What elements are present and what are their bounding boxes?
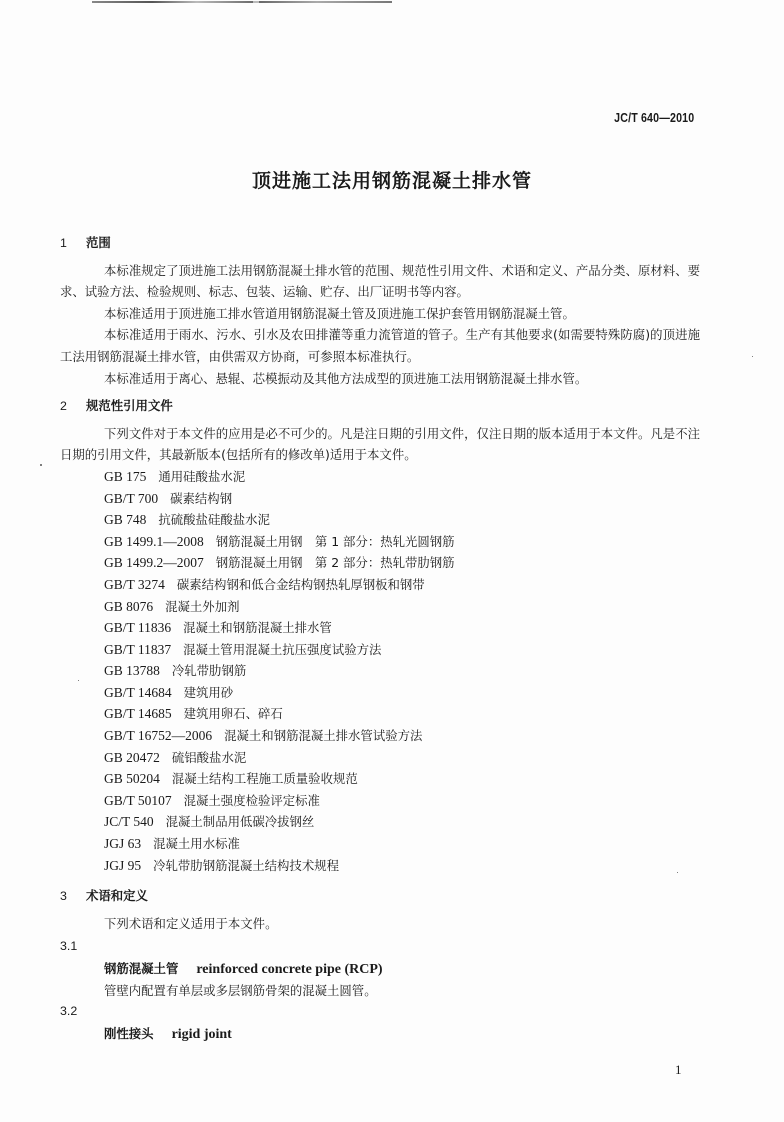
section-number: 3 [60,889,67,904]
term-en: reinforced concrete pipe (RCP) [196,962,383,977]
section-title: 规范性引用文件 [86,398,173,414]
scan-speck [78,680,79,681]
reference-code: GB 8076 [104,598,154,614]
reference-code: GB 1499.1—2008 [104,533,204,549]
reference-item [60,682,700,704]
scan-speck [752,356,753,357]
scope-paragraph: 本标准适用于顶进施工排水管道用钢筋混凝土管及顶进施工保护套管用钢筋混凝土管。 [104,305,575,321]
term-zh: 刚性接头 [104,1025,154,1041]
reference-name: 混凝土和钢筋混凝土排水管试验方法 [224,728,423,744]
reference-item [60,747,700,769]
reference-code: GB/T 16752—2006 [104,728,213,744]
reference-name: 冷轧带肋钢筋 [171,663,247,679]
reference-name: 冷轧带肋钢筋混凝土结构技术规程 [153,857,339,873]
reference-name: 混凝土和钢筋混凝土排水管 [183,620,332,636]
reference-item [60,466,700,488]
document-title: 顶进施工法用钢筋混凝土排水管 [251,170,532,192]
reference-item [60,509,700,531]
scan-speck [40,464,42,466]
reference-name: 抗硫酸盐硅酸盐水泥 [158,512,270,528]
reference-item [60,768,700,790]
section-number: 2 [60,399,67,414]
reference-code: GB 50204 [104,771,160,787]
scan-speck [677,872,678,873]
terms-intro: 下列术语和定义适用于本文件。 [104,915,278,931]
term-number: 3.1 [60,939,78,954]
reference-item [60,725,700,747]
reference-code: JGJ 63 [104,836,142,852]
reference-code: GB/T 3274 [104,576,165,592]
reference-name: 混凝土用水标准 [153,836,240,852]
reference-item [60,574,700,596]
section-title: 范围 [86,235,111,250]
section-number: 1 [60,236,67,250]
reference-code: GB 13788 [104,663,160,679]
term-en: rigid joint [171,1026,232,1042]
scope-paragraph: 本标准适用于雨水、污水、引水及农田排灌等重力流管道的管子。生产有其他要求(如需要特殊防腐)的顶进施工法用钢筋混凝土排水管，由供需双方协商，可参照本标准执行。 [60,327,700,364]
reference-code: GB/T 11837 [104,641,172,657]
reference-item [60,488,700,510]
reference-code: GB/T 50107 [104,792,172,808]
reference-name: 硫铝酸盐水泥 [171,749,247,765]
term-heading [60,1023,700,1045]
reference-item [60,639,700,661]
reference-name: 钢筋混凝土用钢 第 1 部分：热轧光圆钢筋 [215,533,455,549]
term-number: 3.2 [60,1004,78,1019]
reference-item [60,596,700,618]
term-definition: 管壁内配置有单层或多层钢筋骨架的混凝土圆管。 [104,982,377,998]
term-heading [60,958,700,980]
reference-name: 建筑用砂 [183,684,234,700]
term-zh: 钢筋混凝土管 [104,961,179,976]
page-number: 1 [675,1062,682,1077]
reference-item [60,855,700,877]
standard-code: JC/T 640—2010 [613,111,694,125]
document-body [60,232,700,1044]
reference-code: GB/T 14685 [104,706,172,722]
section-heading-normative-references [60,395,700,417]
reference-list [60,466,700,876]
scan-edge-line [92,1,392,3]
section-heading-scope [60,232,700,254]
reference-code: GB/T 14684 [104,684,172,700]
scan-edge-mark [253,1,259,3]
reference-code: GB 1499.2—2007 [104,555,204,571]
reference-name: 建筑用卵石、碎石 [183,706,283,722]
reference-name: 碳素结构钢 [170,490,233,506]
reference-name: 混凝土外加剂 [165,598,240,614]
reference-name: 碳素结构钢和低合金结构钢热轧厚钢板和钢带 [176,576,425,592]
reference-code: GB 748 [104,512,147,528]
reference-item [60,833,700,855]
reference-code: JGJ 95 [104,857,142,873]
reference-name: 通用硅酸盐水泥 [158,468,246,484]
reference-item [60,703,700,725]
section-heading-terms [60,885,700,907]
reference-item [60,660,700,682]
reference-code: GB 20472 [104,749,160,765]
references-intro: 下列文件对于本文件的应用是必不可少的。凡是注日期的引用文件，仅注日期的版本适用于本文件。凡是不注日期的引用文件，其最新版本(包括所有的修改单)适用于本文件。 [60,425,700,463]
reference-code: GB/T 11836 [104,620,172,636]
reference-name: 钢筋混凝土用钢 第 2 部分：热轧带肋钢筋 [215,555,455,571]
reference-item [60,531,700,553]
reference-code: JC/T 540 [104,814,154,830]
reference-name: 混凝土制品用低碳冷拔钢丝 [165,814,315,830]
reference-name: 混凝土结构工程施工质量验收规范 [171,771,358,787]
scope-paragraph: 本标准适用于离心、悬辊、芯模振动及其他方法成型的顶进施工法用钢筋混凝土排水管。 [104,370,588,386]
reference-item [60,811,700,833]
reference-item [60,617,700,639]
reference-code: GB 175 [104,468,147,484]
section-title: 术语和定义 [86,888,148,904]
reference-item [60,552,700,574]
reference-code: GB/T 700 [104,490,159,506]
reference-name: 混凝土管用混凝土抗压强度试验方法 [183,641,382,657]
reference-item [60,790,700,812]
reference-name: 混凝土强度检验评定标准 [183,792,320,808]
scope-paragraph: 本标准规定了顶进施工法用钢筋混凝土排水管的范围、规范性引用文件、术语和定义、产品分类、原材料、要求、试验方法、检验规则、标志、包装、运输、贮存、出厂证明书等内容。 [60,262,700,300]
